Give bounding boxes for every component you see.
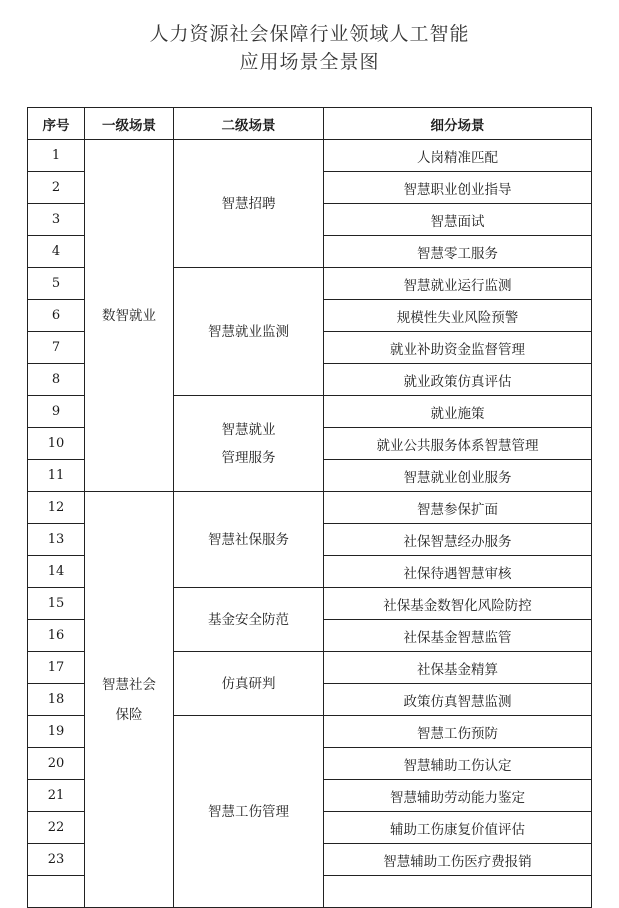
detail-cell: 辅助工伤康复价值评估	[324, 812, 592, 844]
level2-cell-injury-management	[174, 716, 324, 908]
level2-cell-management-services	[174, 396, 324, 492]
row-number: 6	[28, 300, 85, 332]
row-number: 18	[28, 684, 85, 716]
level1-cell-social-insurance	[85, 492, 174, 908]
detail-cell: 规模性失业风险预警	[324, 300, 592, 332]
detail-cell: 政策仿真智慧监测	[324, 684, 592, 716]
level2-label: 智慧工伤管理	[208, 803, 289, 820]
detail-cell: 社保基金智慧监管	[324, 620, 592, 652]
level1-label: 数智就业	[102, 307, 156, 324]
level2-label: 基金安全防范	[208, 611, 289, 628]
detail-cell: 就业政策仿真评估	[324, 364, 592, 396]
level2-label-line2: 管理服务	[221, 449, 276, 466]
row-number: 14	[28, 556, 85, 588]
detail-cell: 社保待遇智慧审核	[324, 556, 592, 588]
detail-cell: 智慧辅助工伤医疗费报销	[324, 844, 592, 876]
level1-cell-employment	[85, 140, 174, 492]
row-number: 12	[28, 492, 85, 524]
detail-cell: 智慧工伤预防	[324, 716, 592, 748]
detail-cell: 智慧就业创业服务	[324, 460, 592, 492]
row-number: 11	[28, 460, 85, 492]
detail-cell: 人岗精准匹配	[324, 140, 592, 172]
document-title-line-2: 应用场景全景图	[239, 51, 380, 73]
row-number: 17	[28, 652, 85, 684]
level2-cell-fund-security	[174, 588, 324, 652]
header-level1: 一级场景	[85, 108, 174, 140]
row-number: 13	[28, 524, 85, 556]
table-row	[28, 492, 592, 524]
detail-cell: 智慧零工服务	[324, 236, 592, 268]
row-number: 4	[28, 236, 85, 268]
row-number: 22	[28, 812, 85, 844]
level1-label-line2: 保险	[115, 706, 143, 723]
header-index: 序号	[28, 108, 85, 140]
detail-cell: 就业施策	[324, 396, 592, 428]
detail-cell: 智慧辅助劳动能力鉴定	[324, 780, 592, 812]
row-number: 16	[28, 620, 85, 652]
row-number: 1	[28, 140, 85, 172]
row-number: 5	[28, 268, 85, 300]
row-number: 9	[28, 396, 85, 428]
level2-label: 智慧就业监测	[208, 323, 289, 340]
row-number: 21	[28, 780, 85, 812]
detail-cell: 社保基金数智化风险防控	[324, 588, 592, 620]
detail-cell: 智慧职业创业指导	[324, 172, 592, 204]
detail-cell: 社保基金精算	[324, 652, 592, 684]
level2-label: 仿真研判	[221, 675, 276, 692]
row-number: 2	[28, 172, 85, 204]
detail-cell: 智慧参保扩面	[324, 492, 592, 524]
level2-cell-insurance-services	[174, 492, 324, 588]
level2-cell-recruitment	[174, 140, 324, 268]
row-number: 3	[28, 204, 85, 236]
level2-cell-simulation	[174, 652, 324, 716]
table-row	[28, 140, 592, 172]
row-number: 8	[28, 364, 85, 396]
level2-label-line1: 智慧就业	[221, 421, 276, 438]
table-header-row	[28, 108, 592, 140]
header-level2: 二级场景	[174, 108, 324, 140]
header-detail: 细分场景	[324, 108, 592, 140]
level1-label-line1: 智慧社会	[102, 676, 156, 693]
row-number: 7	[28, 332, 85, 364]
detail-cell: 就业公共服务体系智慧管理	[324, 428, 592, 460]
row-number: 10	[28, 428, 85, 460]
document-title-line-1: 人力资源社会保障行业领域人工智能	[149, 23, 470, 45]
detail-cell: 智慧就业运行监测	[324, 268, 592, 300]
row-number: 23	[28, 844, 85, 876]
level2-label: 智慧招聘	[221, 195, 276, 212]
scenario-table	[27, 107, 592, 908]
row-number: 20	[28, 748, 85, 780]
detail-cell: 智慧辅助工伤认定	[324, 748, 592, 780]
detail-cell: 社保智慧经办服务	[324, 524, 592, 556]
level2-cell-monitoring	[174, 268, 324, 396]
row-number: 19	[28, 716, 85, 748]
detail-cell: 智慧面试	[324, 204, 592, 236]
detail-cell: 就业补助资金监督管理	[324, 332, 592, 364]
level2-label: 智慧社保服务	[208, 531, 289, 548]
row-number: 15	[28, 588, 85, 620]
